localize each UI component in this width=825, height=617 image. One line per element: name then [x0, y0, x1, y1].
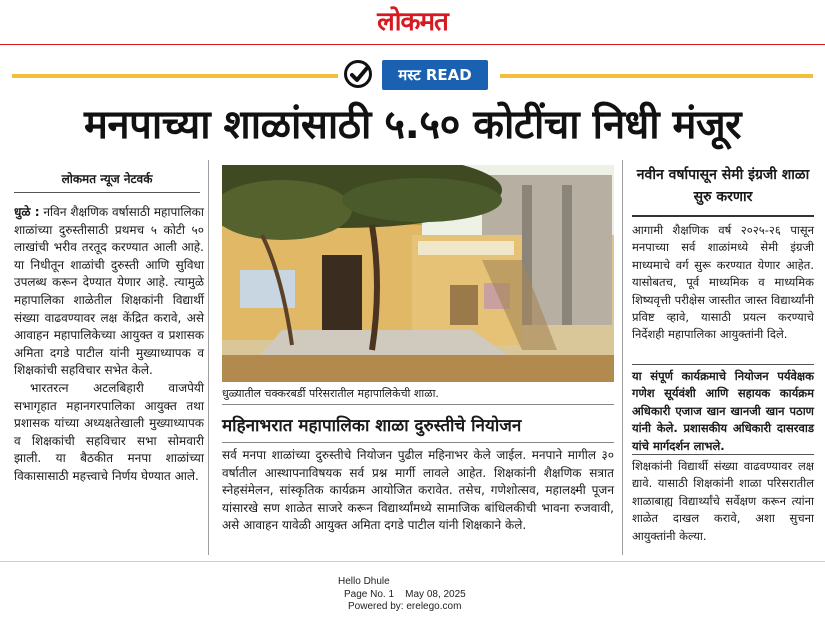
article-headline: मनपाच्या शाळांसाठी ५.५० कोटींचा निधी मंजूर: [84, 102, 741, 148]
page-footer: [338, 576, 466, 614]
sidebar-rule: [632, 215, 814, 217]
article-paragraph: सर्व मनपा शाळांच्या दुरुस्तीचे नियोजन पुढील महिनाभर केले जाईल. मनपाने मागील ३० वर्षातील आस्थापनाविषयक सर्व प्रश्न मार्गी लावले आहेत. शिक्षकांनी शैक्षणिक सत्रात स्नेहसंमेलन, सांस्कृतिक कार्यक्रम आयोजित करावेत. तसेच, गणेशोत्सव, महालक्ष्मी पूजन यांसारखे सण शाळेत साजरे करून विद्यार्थ्यांमध्ये सामाजिक बांधिलकीची भावना रुजवावी, असे आवाहन यावेळी आयुक्त अमिता दगडे पाटील यांनी शिक्षकाने केले.: [222, 448, 614, 533]
left-column-text: [14, 204, 204, 486]
page-and-date: Page No. 1 May 08, 2025: [344, 588, 466, 600]
paragraph-text: या संपूर्ण कार्यक्रमाचे नियोजन पर्यवेक्षक गणेश सूर्यवंशी आणि सहायक कार्यक्रम अधिकारी एजाज खान खानजी खान पठाण यांनी केले. प्रशासकीय अधिकारी दासरवाड यांचे मार्गदर्शन लाभले.: [632, 369, 814, 453]
sidebar-paragraph-bold: [632, 368, 814, 455]
article-paragraph: भारतरत्न अटलबिहारी वाजपेयी सभागृहात महानगरपालिका आयुक्त तथा प्रशासक यांच्या अध्यक्षतेखाली मुख्याध्यापक व शिक्षकांची सहविचार सभा सोमवारी झाली. या बैठकीत मनपा शाळांच्या विकासासाठी महत्त्वाचे निर्णय घेण्यात आले.: [14, 380, 204, 483]
middle-column-text: [222, 447, 614, 535]
edition-name: Hello Dhule: [338, 576, 390, 587]
sidebar-rule: [632, 364, 814, 365]
accent-bar-left: [12, 74, 338, 78]
sidebar-rule: [632, 454, 814, 455]
paragraph-text: नविन शैक्षणिक वर्षासाठी महापालिका शाळांच्या दुरुस्तीसाठी प्रथमच ५ कोटी ५० लाखांची भरीव तरतूद करण्यात आली आहे. या निधीतून शाळांची दुरुस्ती आणि सुविधा उपलब्ध करून देण्यात येणार आहे. त्यामुळे महापालिका शाळेतील शिक्षकांनी विद्यार्थी संख्या वाढवण्यावर लक्ष केंद्रित करावे, असे आवाहन महापालिकेच्या आयुक्त व प्रशासक अमिता दगडे पाटील यांनी मुख्याध्यापक व शिक्षकांची सहविचार सभेत केले.: [14, 205, 204, 378]
subhead-rule: [222, 404, 614, 405]
byline: लोकमत न्यूज नेटवर्क: [61, 172, 153, 186]
masthead-rule: [0, 44, 825, 45]
subhead-rule: [222, 442, 614, 443]
paragraph-text: आगामी शैक्षणिक वर्ष २०२५-२६ पासून मनपाच्या सर्व शाळांमध्ये सेमी इंग्रजी माध्यमाचे वर्ग सुरू करण्यात येणार आहेत. यासोबतच, पूर्व माध्यमिक व माध्यमिक शिष्यवृत्ती परीक्षेस जास्तीत जास्त विद्यार्थ्यांनी प्रविष्ट व्हावे, यासाठी प्रयत्न करण्याचे निर्देशही महापालिका आयुक्तांनी दिले.: [632, 223, 814, 342]
check-circle-icon: [344, 60, 372, 88]
paragraph-text: शिक्षकांनी विद्यार्थी संख्या वाढवण्यावर लक्ष द्यावे. यासाठी शिक्षकांनी शाळा परिसरातील शाळाबाह्य विद्यार्थ्यांचे सर्वेक्षण करून त्यांना शाळेत दाखल करावे, अशा सुचना आयुक्तांनी केल्या.: [632, 459, 814, 543]
footer-rule: [0, 561, 825, 562]
dateline: धुळे :: [14, 205, 40, 219]
photo-caption: धुळ्यातील चक्करबर्डी परिसरातील महापालिकेची शाळा.: [222, 387, 439, 400]
lokmat-logo: लोकमत: [377, 7, 448, 37]
sidebar-paragraph: [632, 458, 814, 545]
must-read-badge: मस्ट READ: [382, 60, 488, 90]
article-paragraph: [14, 204, 204, 380]
column-divider: [208, 160, 209, 555]
powered-by: Powered by: erelego.com: [348, 601, 462, 612]
byline-rule: [14, 192, 200, 193]
school-photo: [222, 165, 614, 382]
accent-bar-right: [500, 74, 813, 78]
section-subhead: महिनाभरात महापालिका शाळा दुरुस्तीचे नियोजन: [222, 416, 522, 436]
sidebar-headline: नवीन वर्षापासून सेमी इंग्रजी शाळा सुरु करणार: [636, 167, 810, 205]
sidebar-paragraph: [632, 222, 814, 344]
column-divider: [622, 160, 623, 555]
